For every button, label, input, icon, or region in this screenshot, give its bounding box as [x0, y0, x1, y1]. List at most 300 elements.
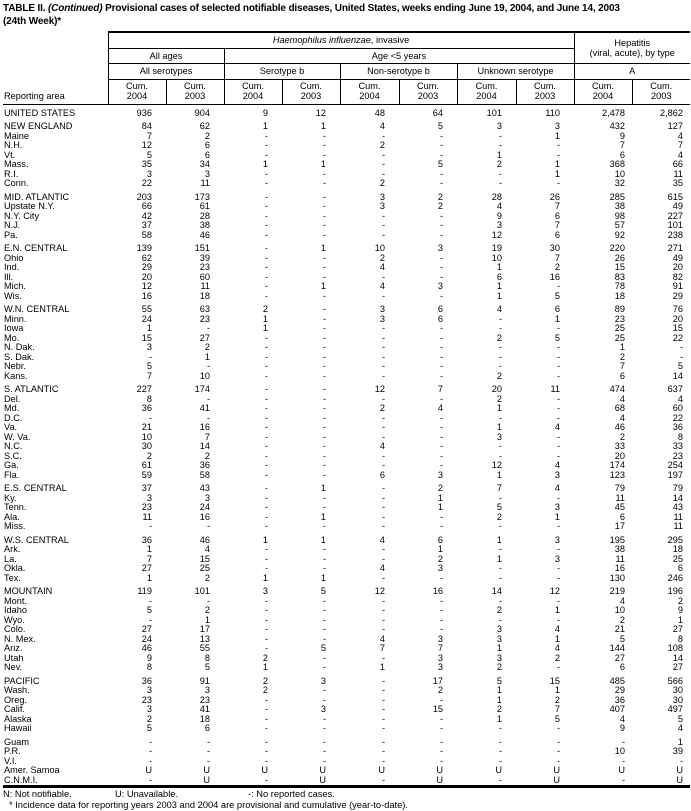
value-cell: 203 — [136, 191, 152, 202]
value-cell: 11 — [615, 492, 625, 503]
value-cell: - — [498, 746, 502, 756]
value-cell: 2 — [262, 685, 268, 695]
value-cell: 18 — [199, 290, 210, 301]
value-cell: 10 — [199, 370, 210, 381]
value-cell: - — [264, 605, 268, 615]
value-cell: - — [381, 450, 385, 461]
value-cell: 3 — [379, 191, 385, 202]
value-cell: 219 — [609, 586, 625, 596]
footnote-symbols — [3, 789, 690, 800]
value-cell: 20 — [491, 384, 502, 394]
value-cell: - — [439, 624, 443, 634]
value-cell: - — [498, 544, 502, 554]
table-row — [3, 461, 690, 471]
value-cell: 9 — [677, 605, 683, 615]
reporting-area-cell: D.C. — [4, 412, 23, 423]
hepatitis-label-line2: (viral, acute), by type — [589, 48, 675, 58]
value-cell: 4 — [677, 149, 683, 160]
value-cell: - — [556, 736, 560, 747]
value-cell: - — [439, 168, 443, 179]
value-cell: - — [264, 553, 268, 564]
table-row — [3, 494, 690, 504]
value-cell: 7 — [496, 483, 502, 493]
value-cell: 1 — [496, 281, 502, 291]
value-cell: 3 — [320, 675, 326, 686]
value-cell: 474 — [609, 384, 625, 394]
table-row — [3, 240, 690, 254]
value-cell: - — [381, 323, 385, 333]
reporting-area-cell: S. ATLANTIC — [4, 384, 59, 394]
value-cell: - — [264, 736, 268, 747]
value-cell: 46 — [199, 534, 210, 545]
value-cell: - — [381, 412, 385, 423]
value-cell: 12 — [315, 107, 326, 118]
value-cell: 2 — [204, 450, 210, 461]
value-cell: - — [264, 220, 268, 230]
value-cell: - — [264, 342, 268, 352]
value-cell: - — [498, 412, 502, 423]
value-cell: U — [436, 765, 443, 775]
reporting-area-cell: Ohio — [4, 252, 24, 263]
value-cell: - — [264, 460, 268, 470]
table-row — [3, 644, 690, 654]
value-cell: - — [322, 441, 326, 451]
table-row — [3, 273, 690, 283]
value-cell: - — [264, 595, 268, 606]
value-cell: - — [322, 201, 326, 211]
value-cell: 30 — [672, 694, 683, 705]
reporting-area-cell: Va. — [4, 422, 18, 432]
table-row — [3, 282, 690, 292]
value-cell: - — [556, 450, 560, 461]
table-row — [3, 179, 690, 189]
value-cell: 2 — [146, 450, 152, 461]
value-cell: 27 — [141, 563, 152, 573]
value-cell: 1 — [262, 323, 268, 333]
value-cell: 27 — [672, 662, 683, 672]
table-row — [3, 221, 690, 231]
value-cell: - — [498, 140, 502, 150]
value-cell: - — [439, 149, 443, 160]
value-cell: - — [498, 178, 502, 188]
value-cell: 3 — [496, 652, 502, 663]
value-cell: 1 — [320, 243, 326, 253]
value-cell: 46 — [614, 422, 625, 432]
haemophilus-italic-label: Haemophilus influenzae — [272, 35, 371, 45]
reporting-area-cell: Colo. — [4, 624, 26, 634]
value-cell: 15 — [672, 323, 683, 333]
value-cell: 4 — [619, 713, 625, 724]
reporting-area-cell: Kans. — [4, 370, 28, 381]
value-cell: - — [264, 483, 268, 493]
table-row — [3, 776, 690, 787]
reporting-area-cell: V.I. — [4, 755, 17, 766]
value-cell: 23 — [141, 694, 152, 705]
value-cell: - — [439, 746, 443, 756]
value-cell: - — [264, 544, 268, 554]
value-cell: 3 — [554, 121, 560, 131]
value-cell: 7 — [437, 643, 443, 653]
value-cell: 3 — [146, 685, 152, 695]
value-cell: - — [439, 290, 443, 301]
value-cell: 1 — [320, 511, 326, 522]
value-cell: 2 — [619, 351, 625, 362]
value-cell: - — [556, 755, 560, 766]
value-cell: 2 — [554, 694, 560, 705]
value-cell: 1 — [496, 149, 502, 160]
value-cell: U — [676, 774, 683, 785]
value-cell: - — [206, 746, 210, 756]
value-cell: - — [621, 755, 625, 766]
value-cell: 1 — [496, 534, 502, 545]
value-cell: - — [148, 774, 152, 785]
value-cell: - — [148, 412, 152, 423]
value-cell: 41 — [199, 403, 210, 413]
value-cell: - — [264, 511, 268, 522]
table-row — [3, 583, 690, 597]
value-cell: 30 — [549, 243, 560, 253]
value-cell: 2 — [262, 304, 268, 314]
table-row — [3, 212, 690, 222]
value-cell: 43 — [199, 483, 210, 493]
value-cell: - — [322, 384, 326, 394]
table-row — [3, 673, 690, 687]
reporting-area-cell: Md. — [4, 403, 20, 413]
value-cell: 7 — [146, 553, 152, 564]
value-cell: - — [264, 755, 268, 766]
value-cell: 7 — [677, 140, 683, 150]
value-cell: - — [381, 149, 385, 160]
value-cell: 8 — [677, 633, 683, 644]
table-row — [3, 372, 690, 382]
value-cell: 1 — [554, 168, 560, 179]
value-cell: 196 — [667, 586, 683, 596]
serotype-b-header: Serotype b — [224, 64, 340, 80]
value-cell: - — [381, 460, 385, 470]
value-cell: - — [381, 159, 385, 169]
value-cell: 1 — [554, 685, 560, 695]
value-cell: 10 — [491, 252, 502, 263]
value-cell: - — [556, 746, 560, 756]
value-cell: 3 — [496, 431, 502, 442]
value-cell: - — [439, 332, 443, 343]
value-cell: - — [322, 361, 326, 371]
value-cell: 271 — [667, 243, 683, 253]
value-cell: - — [322, 332, 326, 343]
table-title-text: Provisional cases of selected notifiable diseases, United States, weeks ending June 19, 2004, and June 14, 2003 — [105, 3, 620, 14]
value-cell: U — [203, 765, 210, 775]
value-cell: - — [148, 746, 152, 756]
value-cell: 22 — [672, 332, 683, 343]
value-cell: 4 — [554, 643, 560, 653]
value-cell: - — [381, 572, 385, 583]
value-cell: - — [498, 595, 502, 606]
value-cell: 16 — [141, 290, 152, 301]
value-cell: - — [322, 544, 326, 554]
reporting-area-cell: Tex. — [4, 572, 21, 583]
value-cell: 5 — [554, 332, 560, 343]
value-cell: 23 — [672, 450, 683, 461]
notifiable-diseases-table — [3, 31, 690, 788]
value-cell: 12 — [491, 460, 502, 470]
value-cell: 1 — [554, 633, 560, 644]
value-cell: - — [439, 178, 443, 188]
value-cell: - — [322, 431, 326, 442]
value-cell: 4 — [379, 262, 385, 272]
value-cell: 14 — [491, 586, 502, 596]
reporting-area-cell: Ill. — [4, 271, 14, 282]
value-cell: - — [381, 511, 385, 522]
value-cell: 2 — [204, 342, 210, 352]
reporting-area-cell: Ariz. — [4, 643, 23, 653]
value-cell: U — [378, 765, 385, 775]
value-cell: - — [322, 422, 326, 432]
value-cell: 7 — [204, 431, 210, 442]
value-cell: 37 — [141, 220, 152, 230]
table-row — [3, 705, 690, 715]
table-body — [3, 104, 690, 787]
table-row — [3, 132, 690, 142]
table-row — [3, 522, 690, 532]
value-cell: - — [439, 422, 443, 432]
value-cell: 66 — [672, 159, 683, 169]
value-cell: 2,862 — [660, 107, 683, 118]
value-cell: - — [381, 694, 385, 705]
value-cell: 18 — [614, 290, 625, 301]
value-cell: - — [381, 220, 385, 230]
value-cell: 2 — [379, 140, 385, 150]
value-cell: 9 — [496, 210, 502, 221]
value-cell: - — [498, 361, 502, 371]
value-cell: - — [439, 572, 443, 583]
value-cell: 1 — [146, 323, 152, 333]
value-cell: 23 — [614, 313, 625, 324]
cum-year-header: Cum. 2003 — [516, 79, 574, 104]
value-cell: - — [381, 351, 385, 362]
value-cell: 2 — [437, 201, 443, 211]
value-cell: - — [322, 393, 326, 404]
reporting-area-cell: Ga. — [4, 460, 19, 470]
footnote-dash: -: No reported cases. — [248, 789, 335, 799]
table-row — [3, 452, 690, 462]
value-cell: - — [322, 521, 326, 531]
table-row — [3, 343, 690, 353]
value-cell: 25 — [199, 563, 210, 573]
value-cell: 22 — [672, 412, 683, 423]
table-title — [3, 3, 690, 16]
value-cell: 936 — [136, 107, 152, 118]
value-cell: 49 — [672, 252, 683, 263]
value-cell: 6 — [437, 313, 443, 324]
value-cell: - — [498, 774, 502, 785]
value-cell: U — [319, 765, 326, 775]
value-cell: 12 — [141, 140, 152, 150]
value-cell: - — [322, 342, 326, 352]
value-cell: - — [264, 422, 268, 432]
table-row — [3, 381, 690, 395]
value-cell: 30 — [141, 441, 152, 451]
value-cell: - — [148, 736, 152, 747]
value-cell: 3 — [496, 624, 502, 634]
value-cell: 2 — [496, 393, 502, 404]
table-row — [3, 254, 690, 264]
age-under5-header: Age <5 years — [224, 48, 574, 64]
table-row — [3, 170, 690, 180]
value-cell: - — [322, 220, 326, 230]
value-cell: - — [206, 521, 210, 531]
value-cell: - — [556, 595, 560, 606]
value-cell: - — [439, 323, 443, 333]
value-cell: 1 — [677, 614, 683, 625]
reporting-area-cell: Wash. — [4, 685, 30, 695]
value-cell: 6 — [204, 723, 210, 733]
value-cell: - — [264, 403, 268, 413]
value-cell: 3 — [379, 313, 385, 324]
value-cell: - — [322, 685, 326, 695]
table-row — [3, 663, 690, 673]
value-cell: - — [439, 361, 443, 371]
value-cell: U — [203, 774, 210, 785]
value-cell: - — [381, 605, 385, 615]
table-row — [3, 315, 690, 325]
value-cell: - — [322, 168, 326, 179]
value-cell: - — [679, 342, 683, 352]
value-cell: 36 — [141, 534, 152, 545]
value-cell: 24 — [199, 502, 210, 512]
value-cell: - — [556, 662, 560, 672]
value-cell: 254 — [667, 460, 683, 470]
value-cell: - — [322, 652, 326, 663]
value-cell: 12 — [141, 281, 152, 291]
value-cell: - — [381, 168, 385, 179]
table-title-label: TABLE II. — [3, 3, 46, 14]
value-cell: 904 — [194, 107, 210, 118]
value-cell: 15 — [614, 262, 625, 272]
value-cell: 1 — [320, 572, 326, 583]
value-cell: - — [381, 755, 385, 766]
value-cell: - — [322, 460, 326, 470]
value-cell: 432 — [609, 121, 625, 131]
value-cell: 15 — [432, 704, 443, 714]
value-cell: U — [676, 765, 683, 775]
value-cell: - — [322, 694, 326, 705]
table-row — [3, 734, 690, 748]
value-cell: 33 — [672, 441, 683, 451]
value-cell: 3 — [437, 563, 443, 573]
value-cell: 1 — [496, 643, 502, 653]
table-row — [3, 747, 690, 757]
value-cell: 20 — [141, 271, 152, 282]
value-cell: 5 — [437, 159, 443, 169]
value-cell: 13 — [199, 633, 210, 644]
value-cell: - — [498, 130, 502, 141]
value-cell: 5 — [146, 723, 152, 733]
value-cell: - — [381, 746, 385, 756]
value-cell: 2 — [379, 403, 385, 413]
value-cell: - — [322, 412, 326, 423]
value-cell: 2 — [146, 713, 152, 724]
value-cell: 566 — [667, 675, 683, 686]
value-cell: - — [498, 572, 502, 583]
value-cell: 3 — [379, 201, 385, 211]
value-cell: 130 — [609, 572, 625, 583]
value-cell: 62 — [141, 252, 152, 263]
value-cell: 11 — [615, 553, 625, 564]
value-cell: 2 — [496, 662, 502, 672]
value-cell: U — [553, 774, 560, 785]
reporting-area-cell: Okla. — [4, 563, 26, 573]
reporting-area-cell: Vt. — [4, 149, 16, 160]
value-cell: - — [322, 605, 326, 615]
cum-year-header: Cum. 2004 — [340, 79, 399, 104]
value-cell: 6 — [496, 271, 502, 282]
value-cell: 4 — [379, 121, 385, 131]
value-cell: - — [148, 755, 152, 766]
value-cell: - — [381, 652, 385, 663]
table-header — [3, 32, 690, 104]
value-cell: 76 — [672, 304, 683, 314]
value-cell: - — [556, 351, 560, 362]
value-cell: - — [322, 563, 326, 573]
value-cell: 1 — [496, 262, 502, 272]
table-row — [3, 715, 690, 725]
value-cell: - — [264, 713, 268, 724]
reporting-area-cell: Wyo. — [4, 614, 25, 625]
value-cell: 10 — [141, 431, 152, 442]
value-cell: - — [322, 191, 326, 202]
value-cell: 17 — [432, 675, 443, 686]
value-cell: - — [264, 361, 268, 371]
value-cell: 15 — [549, 675, 560, 686]
value-cell: 92 — [614, 229, 625, 240]
value-cell: 1 — [677, 736, 683, 747]
value-cell: 18 — [672, 544, 683, 554]
value-cell: 23 — [199, 262, 210, 272]
value-cell: 3 — [437, 281, 443, 291]
value-cell: 16 — [549, 271, 560, 282]
reporting-area-cell: Mont. — [4, 595, 27, 606]
value-cell: - — [556, 361, 560, 371]
reporting-area-cell: Fla. — [4, 469, 20, 480]
value-cell: - — [556, 323, 560, 333]
value-cell: 2 — [437, 483, 443, 493]
value-cell: - — [498, 351, 502, 362]
value-cell: 127 — [667, 121, 683, 131]
value-cell: - — [498, 521, 502, 531]
all-serotypes-header: All serotypes — [108, 64, 224, 80]
value-cell: 28 — [491, 191, 502, 202]
value-cell: - — [556, 149, 560, 160]
value-cell: 60 — [199, 271, 210, 282]
value-cell: 7 — [437, 384, 443, 394]
table-row — [3, 574, 690, 584]
value-cell: - — [264, 290, 268, 301]
value-cell: 197 — [667, 469, 683, 480]
value-cell: - — [439, 511, 443, 522]
value-cell: - — [322, 469, 326, 480]
value-cell: 2 — [204, 605, 210, 615]
value-cell: 91 — [199, 675, 210, 686]
value-cell: 1 — [554, 313, 560, 324]
value-cell: 2 — [496, 605, 502, 615]
value-cell: 11 — [673, 521, 683, 531]
value-cell: 1 — [320, 483, 326, 493]
value-cell: 29 — [672, 290, 683, 301]
value-cell: - — [556, 412, 560, 423]
value-cell: - — [439, 614, 443, 625]
value-cell: - — [206, 595, 210, 606]
value-cell: 28 — [199, 210, 210, 221]
